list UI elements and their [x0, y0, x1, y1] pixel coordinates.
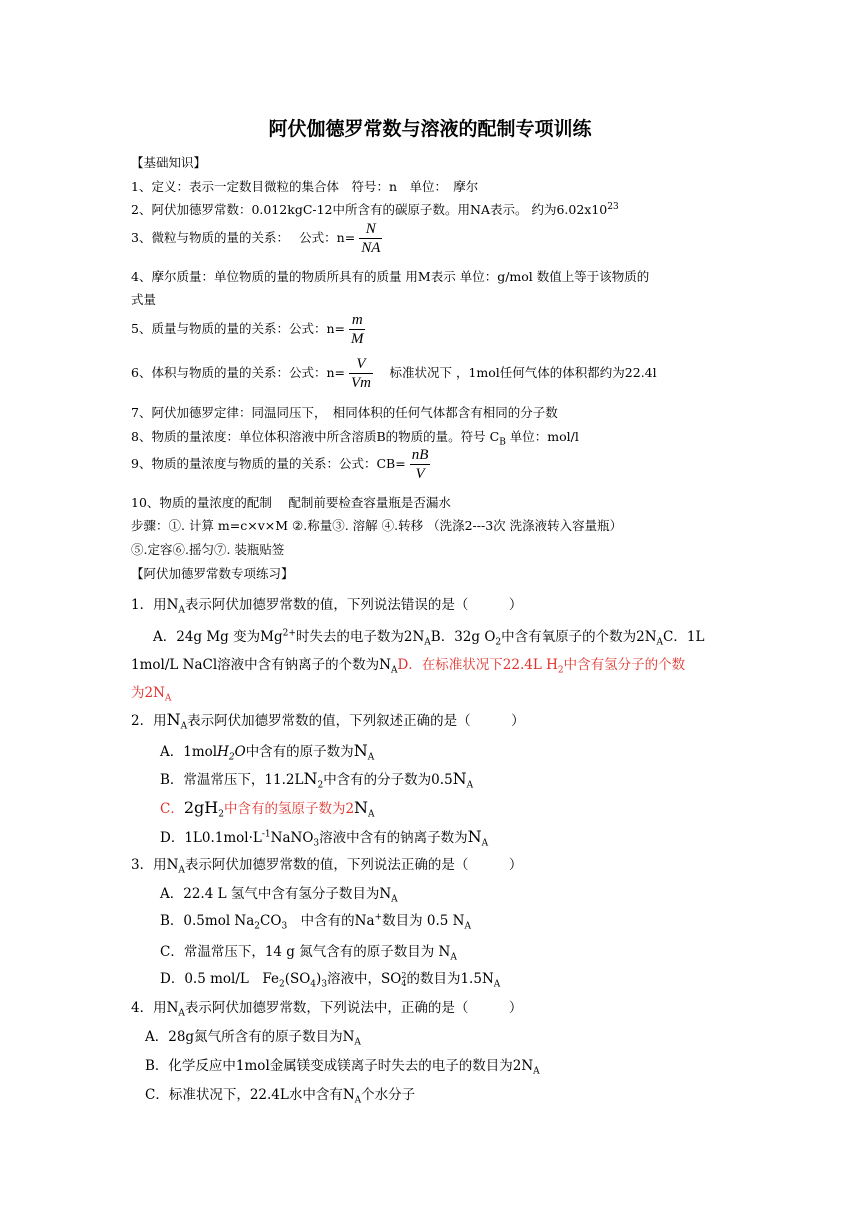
- sulfate-charge-stack: 2 4: [401, 970, 407, 988]
- question-2-option-b: B．常温常压下，$11.2LN_2$中含有的分子数为$0.5N_A$: [160, 769, 474, 791]
- formula-cb-nB-V: $\frac{nB}{V}$: [411, 447, 429, 482]
- knowledge-line-8: 8、物质的量浓度：单位体积溶液中所含溶质B的物质的量。符号 $C_B$ 单位：mol/l: [131, 429, 579, 448]
- question-4-option-a: A．28g氮气所含有的原子数目为$N_A$: [145, 1029, 361, 1048]
- formula-n-N-NA: $\frac{N}{NA}$: [361, 221, 381, 256]
- question-2-option-a: A．1molH$_2$O中含有的原子数为$N_A$: [160, 741, 375, 763]
- page-title: 阿伏伽德罗常数与溶液的配制专项训练: [268, 118, 592, 140]
- knowledge-line-steps-2: ⑤.定容⑥.摇匀⑦. 装瓶贴签: [131, 542, 285, 557]
- knowledge-line-10: 10、物质的量浓度的配制 配制前要检查容量瓶是否漏水: [131, 495, 451, 510]
- question-1-answer-d: D．在标准状况下22.4L $H_2$中含有氢分子的个数: [397, 657, 686, 676]
- knowledge-line-4: 4、摩尔质量：单位物质的量的物质所具有的质量 用M表示 单位：g/mol 数值上等于该物质的: [131, 269, 650, 284]
- question-4: 4．用$N_A$表示阿伏加德罗常数，下列说法中，正确的是（ ）: [131, 1000, 523, 1019]
- question-2-option-d: D．$1L0.1mol\cdot L^{-1}NaNO_3$溶液中含有的钠离子数为$N_A$: [160, 827, 489, 849]
- question-1: 1．用$N_A$表示阿伏加德罗常数的值，下列说法错误的是（ ）: [131, 597, 523, 616]
- question-3: 3．用$N_A$表示阿伏加德罗常数的值，下列说法正确的是（ ）: [131, 857, 523, 876]
- knowledge-line-6: 6、体积与物质的量的关系：公式：n= $\frac{V}{Vm}$ 标准状况下 ，1mol任何气体的体积都约为22.4l: [131, 356, 657, 391]
- section-heading-practice: 【阿伏加德罗常数专项练习】: [131, 566, 294, 581]
- formula-n-V-Vm: $\frac{V}{Vm}$: [350, 356, 371, 391]
- knowledge-line-9: 9、物质的量浓度与物质的量的关系：公式：CB= $\frac{nB}{V}$: [131, 447, 429, 482]
- question-3-option-b: B．0.5mol $Na_2CO_3$ 中含有的Na+数目为 0.5 $N_A$: [160, 912, 471, 932]
- knowledge-line-5: 5、质量与物质的量的关系：公式：n= $\frac{m}{M}$: [131, 312, 364, 347]
- knowledge-line-2: 2、阿伏加德罗常数：0.012kgC-12中所含有的碳原子数。用NA表示。 约为$6.02x10^{23}$: [131, 201, 619, 217]
- knowledge-line-steps: 步骤：①. 计算 m=c×v×M ②.称量③. 溶解 ④.转移 （洗涤2---3次 洗涤液转入容量瓶）: [131, 518, 623, 533]
- knowledge-line-1: 1、定义：表示一定数目微粒的集合体 符号：n 单位： 摩尔: [131, 179, 479, 194]
- question-3-option-c: C．常温常压下，14 g 氮气含有的原子数目为 $N_A$: [160, 944, 457, 963]
- knowledge-line-3: 3、微粒与物质的量的关系： 公式：n= $\frac{N}{NA}$: [131, 221, 381, 256]
- question-4-option-c: C．标准状况下，22.4L水中含有$N_A$个水分子: [145, 1087, 416, 1106]
- formula-n-m-M: $\frac{m}{M}$: [350, 312, 364, 347]
- question-1-options-line-2: 1mol/L NaCl溶液中含有钠离子的个数为$N_AD$．在标准状况下22.4L $H_2$中含有氢分子的个数: [131, 657, 686, 676]
- question-2-option-c-answer: C．$2gH_2$中含有的氢原子数为$2N_A$: [160, 798, 375, 820]
- question-3-option-d: D．0.5 mol/L $Fe_2(SO_4)_3$溶液中，SO 2 4 的数目为$1.5N_A$: [160, 970, 501, 990]
- knowledge-line-4b: 式量: [131, 292, 157, 307]
- question-4-option-b: B．化学反应中1mol金属镁变成镁离子时失去的电子的数目为$2N_A$: [145, 1058, 540, 1077]
- question-1-options-line-1: A．24g Mg 变为$Mg^{2+}$时失去的电子数为$2N_AB$．32g $O_2$中含有氧原子的个数为$2N_AC$．1L: [153, 628, 705, 648]
- question-3-option-a: A．22.4 L 氢气中含有氢分子数目为$N_A$: [160, 886, 398, 905]
- question-1-options-line-3: 为$2N_A$: [131, 685, 172, 704]
- knowledge-line-7: 7、阿伏加德罗定律：同温同压下， 相同体积的任何气体都含有相同的分子数: [131, 405, 558, 420]
- section-heading-basics: 【基础知识】: [131, 155, 207, 170]
- question-2: 2．用$N_A$表示阿伏加德罗常数的值，下列叙述正确的是（ ）: [131, 710, 525, 732]
